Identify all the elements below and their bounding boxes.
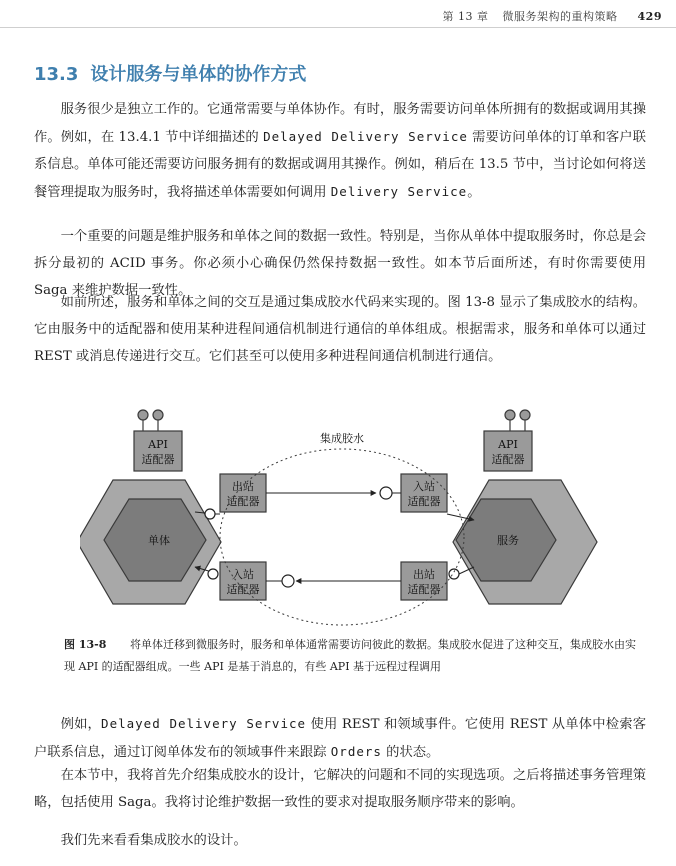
paragraph-6: 我们先来看看集成胶水的设计。 bbox=[60, 833, 247, 848]
paragraph-4-text-c: 的状态。 bbox=[381, 745, 440, 760]
monolith-outbound-port-icon bbox=[205, 509, 215, 519]
paragraph-4-text-a: 例如， bbox=[60, 717, 102, 732]
service-outbound-adapter-line2: 适配器 bbox=[407, 583, 441, 596]
service-inbound-interface-icon bbox=[380, 487, 392, 499]
header-chapter-title: 微服务架构的重构策略 bbox=[502, 10, 618, 23]
paragraph-1-text-a: 服务很少是独立工作的。它通常需要与单体协作。有时，服务需要访问单体所拥有的数据或调用其操作。例如，在 13.4.1 节中详细描述的 bbox=[34, 102, 646, 145]
service-api-adapter-line2: 适配器 bbox=[491, 453, 525, 466]
monolith-api-adapter bbox=[134, 410, 182, 471]
figure-caption-text: 将单体迁移到微服务时，服务和单体通常需要访问彼此的数据。集成胶水促进了这种交互，集成胶水由实现 API 的适配器组成。一些 API 是基于消息的，有些 API 基于远程过程调用 bbox=[64, 638, 636, 673]
monolith-inbound-interface-icon bbox=[282, 575, 294, 587]
service-api-endpoint-icon bbox=[505, 410, 515, 420]
figure-number: 图 13-8 bbox=[64, 638, 107, 651]
service-api-adapter-line1: API bbox=[498, 438, 518, 451]
paragraph-5: 在本节中，我将首先介绍集成胶水的设计，它解决的问题和不同的实现选项。之后将描述事务管理策略，包括使用 Saga。我将讨论维护数据一致性的要求对提取服务顺序带来的影响。 bbox=[34, 768, 646, 810]
monolith-inbound-adapter-line2: 适配器 bbox=[226, 583, 260, 596]
section-title: 设计服务与单体的协作方式 bbox=[90, 64, 307, 85]
monolith-api-endpoint-icon bbox=[138, 410, 148, 420]
paragraph-4-text-b: 使用 REST 和领域事件。它使用 REST 从单体中检索客户联系信息，通过订阅单体发布的领域事件来跟踪 bbox=[34, 717, 647, 760]
service-label: 服务 bbox=[497, 534, 519, 547]
page-number: 429 bbox=[637, 10, 662, 23]
section-heading bbox=[34, 60, 306, 86]
paragraph-1-text-b: 需要访问单体的订单和客户联系信息。单体可能还需要访问服务拥有的数据或调用其操作。例如，稍后在 13.5 节中，当讨论如何将送餐管理提取为服务时，我将描述单体需要如何调用 bbox=[34, 130, 646, 200]
monolith-api-adapter-line2: 适配器 bbox=[141, 453, 175, 466]
monolith-inbound-port-icon bbox=[208, 569, 218, 579]
monolith-api-endpoint-icon bbox=[153, 410, 163, 420]
service-outbound-adapter-line1: 出站 bbox=[413, 568, 435, 581]
code-delayed-delivery-service: Delayed Delivery Service bbox=[101, 716, 307, 731]
running-header bbox=[443, 8, 662, 24]
service-inbound-adapter-line2: 适配器 bbox=[407, 495, 441, 508]
paragraph-2: 一个重要的问题是维护服务和单体之间的数据一致性。特别是，当你从单体中提取服务时，你总是会拆分最初的 ACID 事务。你必须小心确保仍然保持数据一致性。如本节后面所述，有时你需要使用 Saga 来维护数据一致性。 bbox=[34, 229, 646, 298]
paragraph-3: 如前所述，服务和单体之间的交互是通过集成胶水代码来实现的。图 13-8 显示了集成胶水的结构。它由服务中的适配器和使用某种进程间通信机制进行通信的单体组成。根据需求，服务和单体可以通过 REST 或消息传递进行交互。它们甚至可以使用多种进程间通信机制进行通信。 bbox=[34, 295, 646, 364]
integration-glue-label: 集成胶水 bbox=[320, 432, 364, 445]
code-orders: Orders bbox=[330, 744, 382, 759]
monolith-label: 单体 bbox=[148, 534, 170, 547]
service-api-endpoint-icon bbox=[520, 410, 530, 420]
header-rule bbox=[0, 27, 676, 28]
paragraph-1-text-c: 。 bbox=[467, 185, 481, 200]
section-number: 13.3 bbox=[34, 64, 79, 85]
monolith-outbound-adapter bbox=[220, 474, 266, 512]
header-chapter: 第 13 章 bbox=[442, 10, 489, 23]
service-inbound-adapter bbox=[401, 474, 447, 512]
monolith-outbound-adapter-line2: 适配器 bbox=[226, 495, 260, 508]
figure-13-8 bbox=[80, 402, 620, 634]
service-outbound-port-icon bbox=[449, 569, 459, 579]
service-to-monolith-call bbox=[266, 575, 401, 587]
service-api-adapter bbox=[484, 410, 532, 471]
monolith-outbound-adapter-line1: 出站 bbox=[232, 480, 254, 493]
service-outbound-adapter bbox=[401, 562, 447, 600]
code-delayed-delivery-service: Delayed Delivery Service bbox=[263, 129, 468, 144]
monolith-inbound-adapter-line1: 入站 bbox=[232, 568, 254, 581]
monolith-inbound-adapter bbox=[220, 562, 266, 600]
figure-caption bbox=[64, 634, 644, 678]
service-inbound-adapter-line1: 入站 bbox=[413, 480, 435, 493]
monolith-api-adapter-line1: API bbox=[148, 438, 168, 451]
monolith-to-service-call bbox=[266, 487, 401, 499]
code-delivery-service: Delivery Service bbox=[330, 184, 468, 199]
paragraph-4 bbox=[34, 710, 646, 766]
paragraph-1 bbox=[34, 96, 646, 206]
